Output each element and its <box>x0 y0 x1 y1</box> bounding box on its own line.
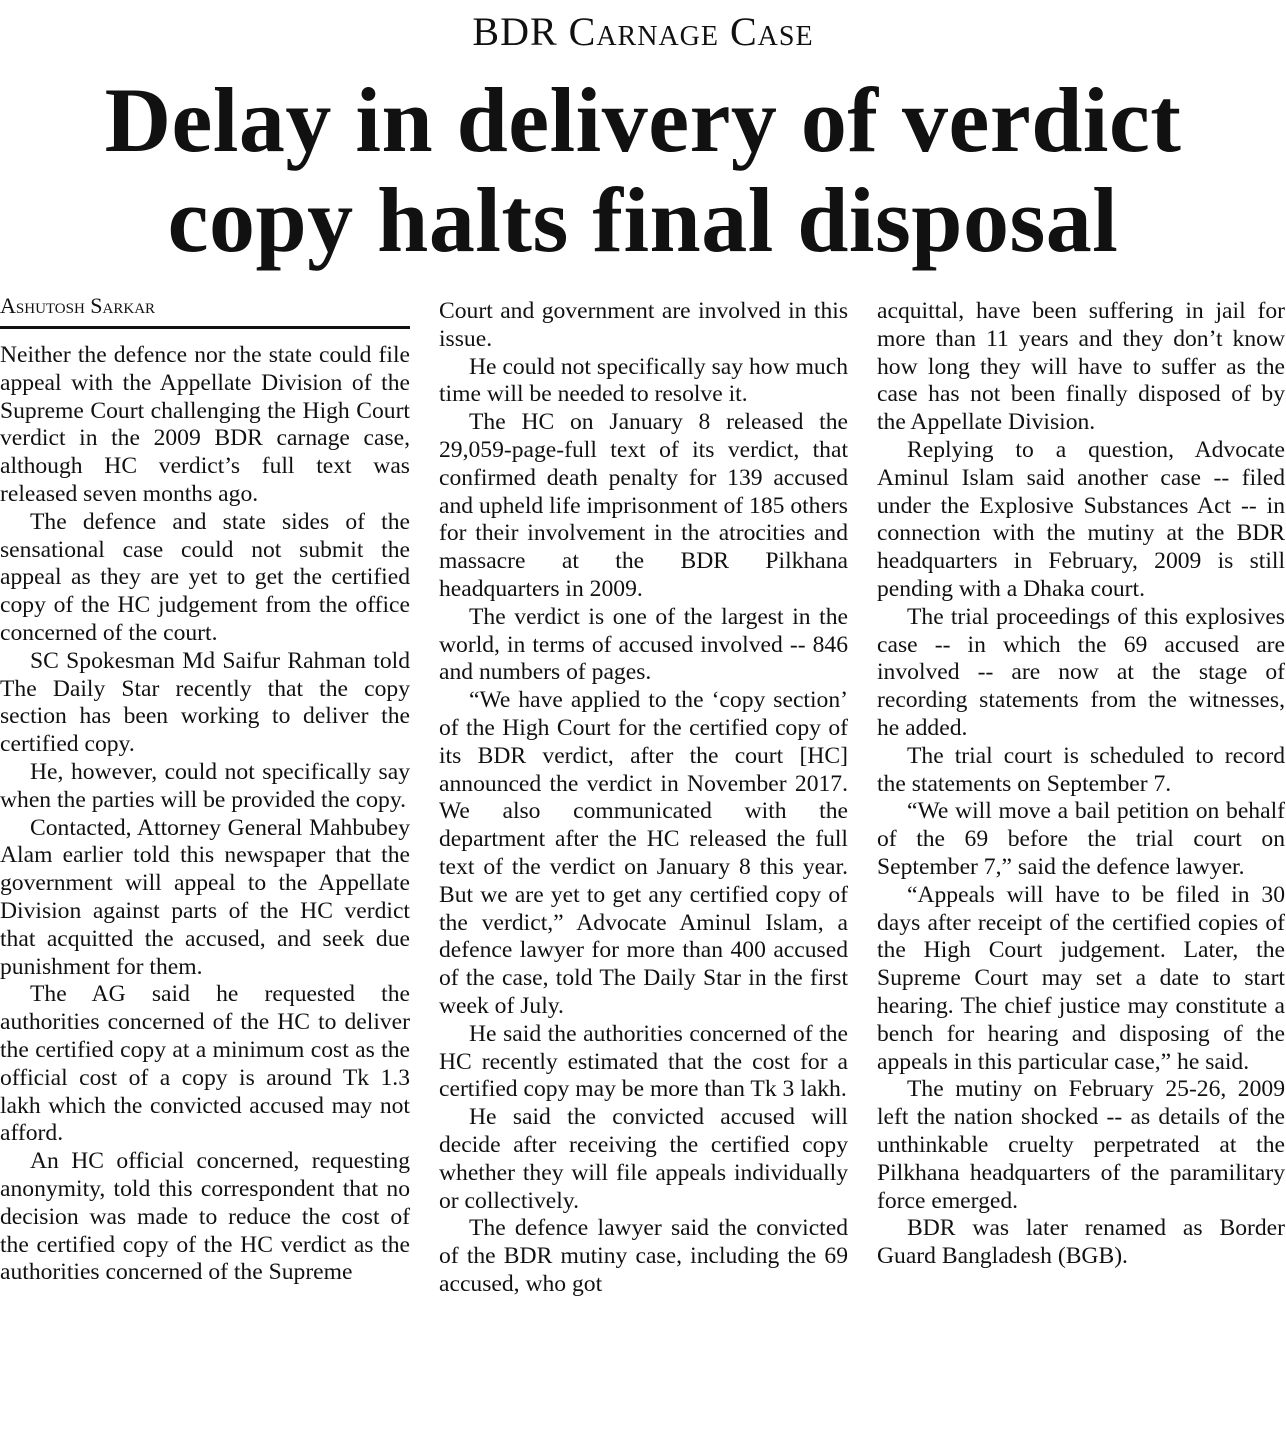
paragraph: The HC on January 8 released the 29,059-page-full text of its verdict, that confirmed death penalty for 139 accused and upheld life imprisonment of 185 others for their involvement in the atrocities and massacre at the BDR Pilkhana headquarters in 2009. <box>439 409 848 602</box>
paragraph: The defence and state sides of the sensational case could not submit the appeal as they are yet to get the certified copy of the HC judgement from the office concerned of the court. <box>0 508 410 646</box>
paragraph: He could not specifically say how much time will be needed to resolve it. <box>439 353 848 408</box>
headline <box>0 70 1286 270</box>
paragraph: “Appeals will have to be filed in 30 days after receipt of the certified copies of the High Court judgement. Later, the Supreme Court may set a date to start hearing. The chief justice may constitute a bench for hearing and disposing of the appeals in this particular case,” he said. <box>877 881 1285 1075</box>
headline-line-1: Delay in delivery of verdict <box>104 69 1182 171</box>
paragraph: Neither the defence nor the state could file appeal with the Appellate Division of the Supreme Court challenging the High Court verdict in the 2009 BDR carnage case, although HC verdict’s full text was released seven months ago. <box>0 342 410 507</box>
article-column-1 <box>0 342 410 1287</box>
paragraph: The verdict is one of the largest in the world, in terms of accused involved -- 846 and numbers of pages. <box>439 603 848 686</box>
paragraph: He said the convicted accused will decide after receiving the certified copy whether they will file appeals individually or collectively. <box>439 1104 848 1214</box>
article-column-3 <box>877 298 1285 1271</box>
paragraph: An HC official concerned, requesting anonymity, told this correspondent that no decision was made to reduce the cost of the certified copy of the HC verdict as the authorities concerned of the Supreme <box>0 1148 410 1286</box>
paragraph: “We have applied to the ‘copy section’ of the High Court for the certified copy of its BDR verdict, after the court [HC] announced the verdict in November 2017. We also communicated with the department after the HC released the full text of the verdict on January 8 this year. But we are yet to get any certified copy of the verdict,” Advocate Aminul Islam, a defence lawyer for more than 400 accused of the case, told The Daily Star in the first week of July. <box>439 687 848 1019</box>
paragraph: The trial proceedings of this explosives case -- in which the 69 accused are involved -- are now at the stage of recording statements from the witnesses, he added. <box>877 603 1285 741</box>
paragraph: Contacted, Attorney General Mahbubey Alam earlier told this newspaper that the government will appeal to the Appellate Division against parts of the HC verdict that acquitted the accused, and seek due punishment for them. <box>0 814 410 980</box>
paragraph: The trial court is scheduled to record the statements on September 7. <box>877 742 1285 797</box>
paragraph: He, however, could not specifically say when the parties will be provided the copy. <box>0 758 410 813</box>
paragraph: Replying to a question, Advocate Aminul Islam said another case -- filed under the Explosive Substances Act -- in connection with the mutiny at the BDR headquarters in February, 2009 is still pending with a Dhaka court. <box>877 436 1285 602</box>
paragraph: The mutiny on February 25-26, 2009 left the nation shocked -- as details of the unthinkable cruelty perpetrated at the Pilkhana headquarters of the paramilitary force emerged. <box>877 1076 1285 1214</box>
paragraph: “We will move a bail petition on behalf of the 69 before the trial court on September 7,” said the defence lawyer. <box>877 798 1285 880</box>
headline-line-2: copy halts final disposal <box>167 169 1119 271</box>
paragraph: He said the authorities concerned of the HC recently estimated that the cost for a certified copy may be more than Tk 3 lakh. <box>439 1020 848 1103</box>
paragraph: The AG said he requested the authorities concerned of the HC to deliver the certified copy at a minimum cost as the official cost of a copy is around Tk 1.3 lakh which the convicted accused may not afford. <box>0 981 410 1147</box>
paragraph: SC Spokesman Md Saifur Rahman told The Daily Star recently that the copy section has been working to deliver the certified copy. <box>0 647 410 758</box>
section-kicker: BDR Carnage Case <box>472 9 814 54</box>
byline: Ashutosh Sarkar <box>0 292 410 329</box>
paragraph: Court and government are involved in this issue. <box>439 298 848 352</box>
article-column-2 <box>439 298 848 1299</box>
paragraph: BDR was later renamed as Border Guard Bangladesh (BGB). <box>877 1215 1285 1270</box>
paragraph: The defence lawyer said the convicted of the BDR mutiny case, including the 69 accused, who got <box>439 1215 848 1297</box>
paragraph: acquittal, have been suffering in jail for more than 11 years and they don’t know how long they will have to suffer as the case has not been finally disposed of by the Appellate Division. <box>877 298 1285 436</box>
